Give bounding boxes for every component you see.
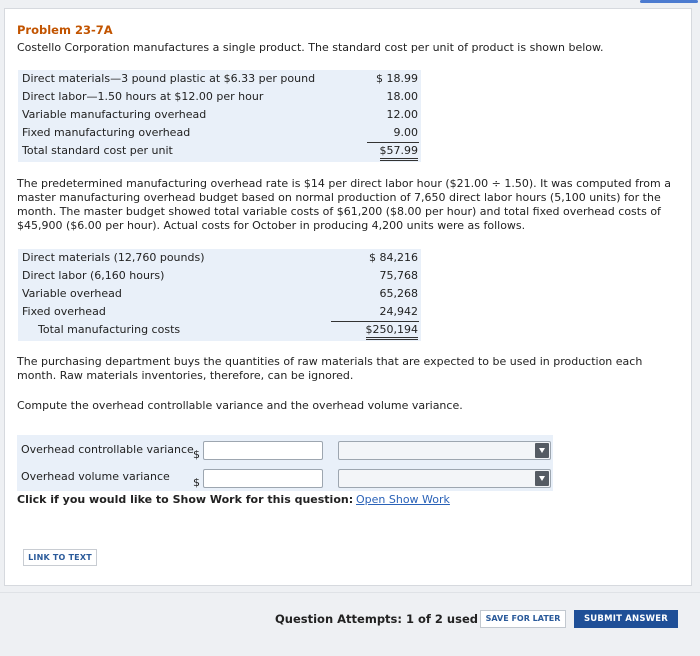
standard-cost-table: [18, 70, 421, 162]
row-value: 75,768: [379, 269, 418, 282]
row-value: 9.00: [393, 126, 418, 139]
currency-symbol: $: [193, 476, 200, 489]
answer-label: Overhead controllable variance: [21, 443, 194, 456]
submit-answer-button[interactable]: SUBMIT ANSWER: [574, 610, 678, 628]
row-label: Direct materials (12,760 pounds): [22, 251, 205, 264]
show-work-prompt: Click if you would like to Show Work for this question:: [17, 493, 354, 506]
row-label: Fixed overhead: [22, 305, 106, 318]
table-row-total: [18, 142, 421, 162]
currency-symbol: $: [193, 448, 200, 461]
chevron-down-icon[interactable]: [535, 443, 549, 458]
table-row: [18, 303, 421, 321]
top-bar: [0, 0, 700, 6]
chevron-down-icon[interactable]: [535, 471, 549, 486]
instruction-text: Compute the overhead controllable variance and the overhead volume variance.: [17, 399, 463, 412]
problem-title: Problem 23-7A: [17, 23, 113, 37]
intro-text: Costello Corporation manufactures a single product. The standard cost per unit of product is shown below.: [17, 41, 604, 54]
table-row-total: [18, 321, 421, 341]
row-value: 18.00: [386, 90, 418, 103]
table-row: [18, 124, 421, 142]
row-label: Fixed manufacturing overhead: [22, 126, 191, 139]
row-value: $ 84,216: [369, 251, 418, 264]
row-value-total: $250,194: [366, 323, 419, 340]
row-value-total: $57.99: [380, 144, 419, 161]
table-row: [18, 249, 421, 267]
save-for-later-button[interactable]: SAVE FOR LATER: [480, 610, 566, 628]
volume-variance-select[interactable]: [338, 469, 551, 488]
table-row: [18, 70, 421, 88]
actual-cost-table: [18, 249, 421, 341]
table-row: [18, 285, 421, 303]
answer-label: Overhead volume variance: [21, 470, 170, 483]
row-label: Total standard cost per unit: [22, 144, 173, 157]
controllable-variance-select[interactable]: [338, 441, 551, 460]
purchasing-paragraph: The purchasing department buys the quantities of raw materials that are expected to be used in production each month. Raw materials inventories, therefore, can be ignored.: [17, 355, 643, 382]
row-value: $ 18.99: [376, 72, 418, 85]
open-show-work-link[interactable]: Open Show Work: [356, 493, 450, 506]
row-value: 24,942: [379, 305, 418, 318]
row-value: 12.00: [386, 108, 418, 121]
row-label: Direct labor (6,160 hours): [22, 269, 165, 282]
volume-variance-input[interactable]: [203, 469, 323, 488]
question-attempts: Question Attempts: 1 of 2 used: [275, 612, 478, 626]
table-row: [18, 106, 421, 124]
row-label: Total manufacturing costs: [38, 323, 181, 336]
row-label: Variable overhead: [22, 287, 122, 300]
question-card: [4, 8, 692, 586]
row-label: Direct labor—1.50 hours at $12.00 per hour: [22, 90, 264, 103]
table-row: [18, 88, 421, 106]
budget-paragraph: The predetermined manufacturing overhead rate is $14 per direct labor hour ($21.00 ÷ 1.50). It was computed from a master manufacturing overhead budget based on normal production of 7,650 direct labor hours (5,100 units) for the month. The master budget showed total variable costs of $61,200 ($8.00 per hour) and total fixed overhead costs of $45,900 ($6.00 per hour). Actual costs for October in producing 4,200 units were as follows.: [17, 177, 671, 232]
answer-area: [17, 435, 553, 491]
link-to-text-button[interactable]: LINK TO TEXT: [23, 549, 97, 566]
controllable-variance-input[interactable]: [203, 441, 323, 460]
table-row: [18, 267, 421, 285]
row-label: Direct materials—3 pound plastic at $6.33 per pound: [22, 72, 316, 85]
footer-divider: [0, 592, 700, 593]
row-value: 65,268: [379, 287, 418, 300]
top-bar-accent: [640, 0, 698, 3]
row-label: Variable manufacturing overhead: [22, 108, 207, 121]
